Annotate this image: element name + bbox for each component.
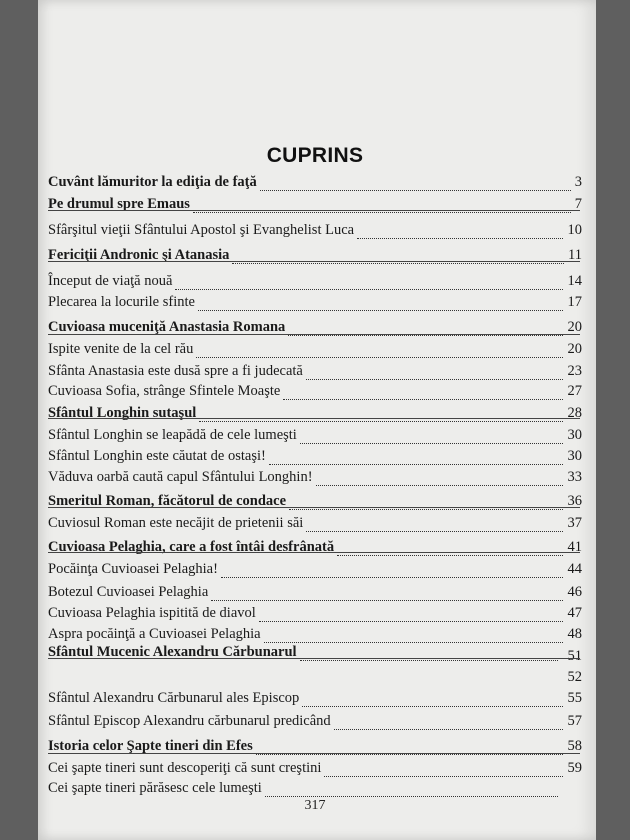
dot-leader bbox=[211, 600, 563, 601]
toc-subentry bbox=[48, 270, 582, 292]
toc-subentry bbox=[48, 219, 582, 241]
dot-leader bbox=[221, 577, 563, 578]
dot-leader bbox=[337, 555, 563, 556]
toc-chapter-entry bbox=[48, 244, 582, 266]
dot-leader bbox=[265, 796, 558, 797]
dot-leader bbox=[199, 421, 563, 422]
toc-page-number: 17 bbox=[567, 294, 582, 310]
toc-entry-title: Sfârşitul vieţii Sfântului Apostol şi Evanghelist Luca bbox=[48, 222, 355, 238]
toc-page-number: 20 bbox=[567, 319, 582, 335]
page-title: CUPRINS bbox=[266, 144, 364, 167]
section-divider bbox=[48, 334, 580, 335]
toc-page-number: 30 bbox=[567, 427, 582, 443]
dot-leader bbox=[196, 357, 563, 358]
toc-subentry bbox=[48, 687, 582, 709]
dot-leader bbox=[269, 464, 563, 465]
section-divider bbox=[48, 418, 580, 419]
dot-leader bbox=[259, 621, 563, 622]
toc-chapter-entry bbox=[48, 193, 582, 215]
toc-page-number: 41 bbox=[567, 539, 582, 555]
toc-subentry bbox=[48, 558, 582, 580]
toc-entry-title: Sfântul Longhin sutaşul bbox=[48, 405, 197, 421]
toc-entry-title: Sfântul Longhin este căutat de ostaşi! bbox=[48, 448, 266, 464]
toc-subentry bbox=[48, 466, 582, 488]
toc-chapter-entry bbox=[48, 490, 582, 512]
dot-leader bbox=[300, 660, 558, 661]
section-divider bbox=[48, 552, 580, 553]
toc-entry-title: Sfânta Anastasia este dusă spre a fi judecată bbox=[48, 363, 303, 379]
dot-leader bbox=[316, 485, 563, 486]
toc-subentry bbox=[48, 291, 582, 313]
toc-page-number: 58 bbox=[567, 738, 582, 754]
dot-leader bbox=[193, 212, 571, 213]
dot-leader bbox=[302, 706, 563, 707]
section-divider bbox=[48, 753, 580, 754]
section-divider bbox=[48, 507, 580, 508]
toc-entry-title: Sfântul Episcop Alexandru cărbunarul predicând bbox=[48, 713, 331, 729]
toc-entry-title: Cuvioasa muceniţă Anastasia Romana bbox=[48, 319, 286, 335]
toc-subentry bbox=[48, 338, 582, 360]
section-divider bbox=[48, 261, 580, 262]
toc-page-number: 37 bbox=[567, 515, 582, 531]
toc-entry-title: Istoria celor Şapte tineri din Efes bbox=[48, 738, 253, 754]
dot-leader bbox=[256, 754, 563, 755]
toc-entry-title: Cei şapte tineri sunt descoperiţi că sunt creştini bbox=[48, 760, 322, 776]
toc-chapter-entry bbox=[48, 171, 582, 193]
section-divider bbox=[48, 210, 580, 211]
toc-page-number: 7 bbox=[574, 196, 582, 212]
toc-page-number: 55 bbox=[567, 690, 582, 706]
toc-subentry bbox=[48, 512, 582, 534]
toc-entry-title: Pe drumul spre Emaus bbox=[48, 196, 190, 212]
page-number: 317 bbox=[304, 798, 326, 813]
toc-subentry bbox=[48, 666, 582, 688]
toc-subentry bbox=[48, 581, 582, 603]
toc-subentry bbox=[48, 380, 582, 402]
toc-subentry bbox=[48, 777, 582, 799]
toc-chapter-entry bbox=[48, 641, 582, 663]
dot-leader bbox=[288, 335, 563, 336]
toc-entry-title: Sfântul Longhin se leapădă de cele lumeşti bbox=[48, 427, 297, 443]
toc-page-number: 11 bbox=[568, 247, 582, 263]
dot-leader bbox=[232, 263, 564, 264]
toc-entry-title: Cuvânt lămuritor la ediţia de faţă bbox=[48, 174, 257, 190]
toc-entry-title: Aspra pocăinţă a Cuvioasei Pelaghia bbox=[48, 626, 261, 642]
toc-entry-title: Ispite venite de la cel rău bbox=[48, 341, 194, 357]
section-divider bbox=[48, 658, 580, 659]
toc-page-number: 48 bbox=[567, 626, 582, 642]
toc-subentry bbox=[48, 710, 582, 732]
toc-page-number: 33 bbox=[567, 469, 582, 485]
toc-entry-title: Pocăinţa Cuvioasei Pelaghia! bbox=[48, 561, 218, 577]
dot-leader bbox=[300, 443, 563, 444]
dot-leader bbox=[260, 190, 571, 191]
dot-leader bbox=[357, 238, 563, 239]
toc-entry-title: Văduva oarbă caută capul Sfântului Longhin! bbox=[48, 469, 313, 485]
toc-page-number: 28 bbox=[567, 405, 582, 421]
toc-chapter-entry bbox=[48, 402, 582, 424]
toc-entry-title: Cuvioasa Pelaghia, care a fost întâi desfrânată bbox=[48, 539, 335, 555]
toc-page-number: 23 bbox=[567, 363, 582, 379]
toc-entry-title: Început de viaţă nouă bbox=[48, 273, 173, 289]
toc-subentry bbox=[48, 445, 582, 467]
toc-page-number: 14 bbox=[567, 273, 582, 289]
toc-subentry bbox=[48, 424, 582, 446]
toc-page-number: 30 bbox=[567, 448, 582, 464]
toc-subentry bbox=[48, 757, 582, 779]
dot-leader bbox=[283, 399, 563, 400]
dot-leader bbox=[306, 531, 563, 532]
toc-page-number: 46 bbox=[567, 584, 582, 600]
toc-entry-title: Botezul Cuvioasei Pelaghia bbox=[48, 584, 209, 600]
toc-page-number: 52 bbox=[567, 669, 582, 685]
toc-page-number: 51 bbox=[567, 648, 582, 664]
toc-entry-title: Sfântul Alexandru Cărbunarul ales Episcop bbox=[48, 690, 300, 706]
toc-subentry bbox=[48, 360, 582, 382]
toc-page-number: 27 bbox=[567, 383, 582, 399]
toc-page-number: 57 bbox=[567, 713, 582, 729]
toc-page-number: 47 bbox=[567, 605, 582, 621]
toc-page-number: 36 bbox=[567, 493, 582, 509]
toc-page-number: 3 bbox=[574, 174, 582, 190]
dot-leader bbox=[334, 729, 563, 730]
toc-chapter-entry bbox=[48, 536, 582, 558]
toc-page-number: 44 bbox=[567, 561, 582, 577]
toc-entry-title: Fericiţii Andronic şi Atanasia bbox=[48, 247, 230, 263]
toc-page-number: 59 bbox=[567, 760, 582, 776]
dot-leader bbox=[198, 310, 563, 311]
toc-page-number: 10 bbox=[567, 222, 582, 238]
toc-entry-title: Cuvioasa Sofia, strânge Sfintele Moaşte bbox=[48, 383, 281, 399]
toc-entry-title: Smeritul Roman, făcătorul de condace bbox=[48, 493, 287, 509]
toc-entry-title: Cuvioasa Pelaghia ispitită de diavol bbox=[48, 605, 256, 621]
toc-entry-title: Cuviosul Roman este necăjit de prietenii săi bbox=[48, 515, 304, 531]
toc-entry-title: Sfântul Mucenic Alexandru Cărbunarul bbox=[48, 644, 297, 660]
dot-leader bbox=[175, 289, 563, 290]
toc-subentry bbox=[48, 602, 582, 624]
toc-page-number: 20 bbox=[567, 341, 582, 357]
dot-leader bbox=[289, 509, 563, 510]
toc-entry-title: Cei şapte tineri părăsesc cele lumeşti bbox=[48, 780, 262, 796]
toc-entry-title: Plecarea la locurile sfinte bbox=[48, 294, 195, 310]
